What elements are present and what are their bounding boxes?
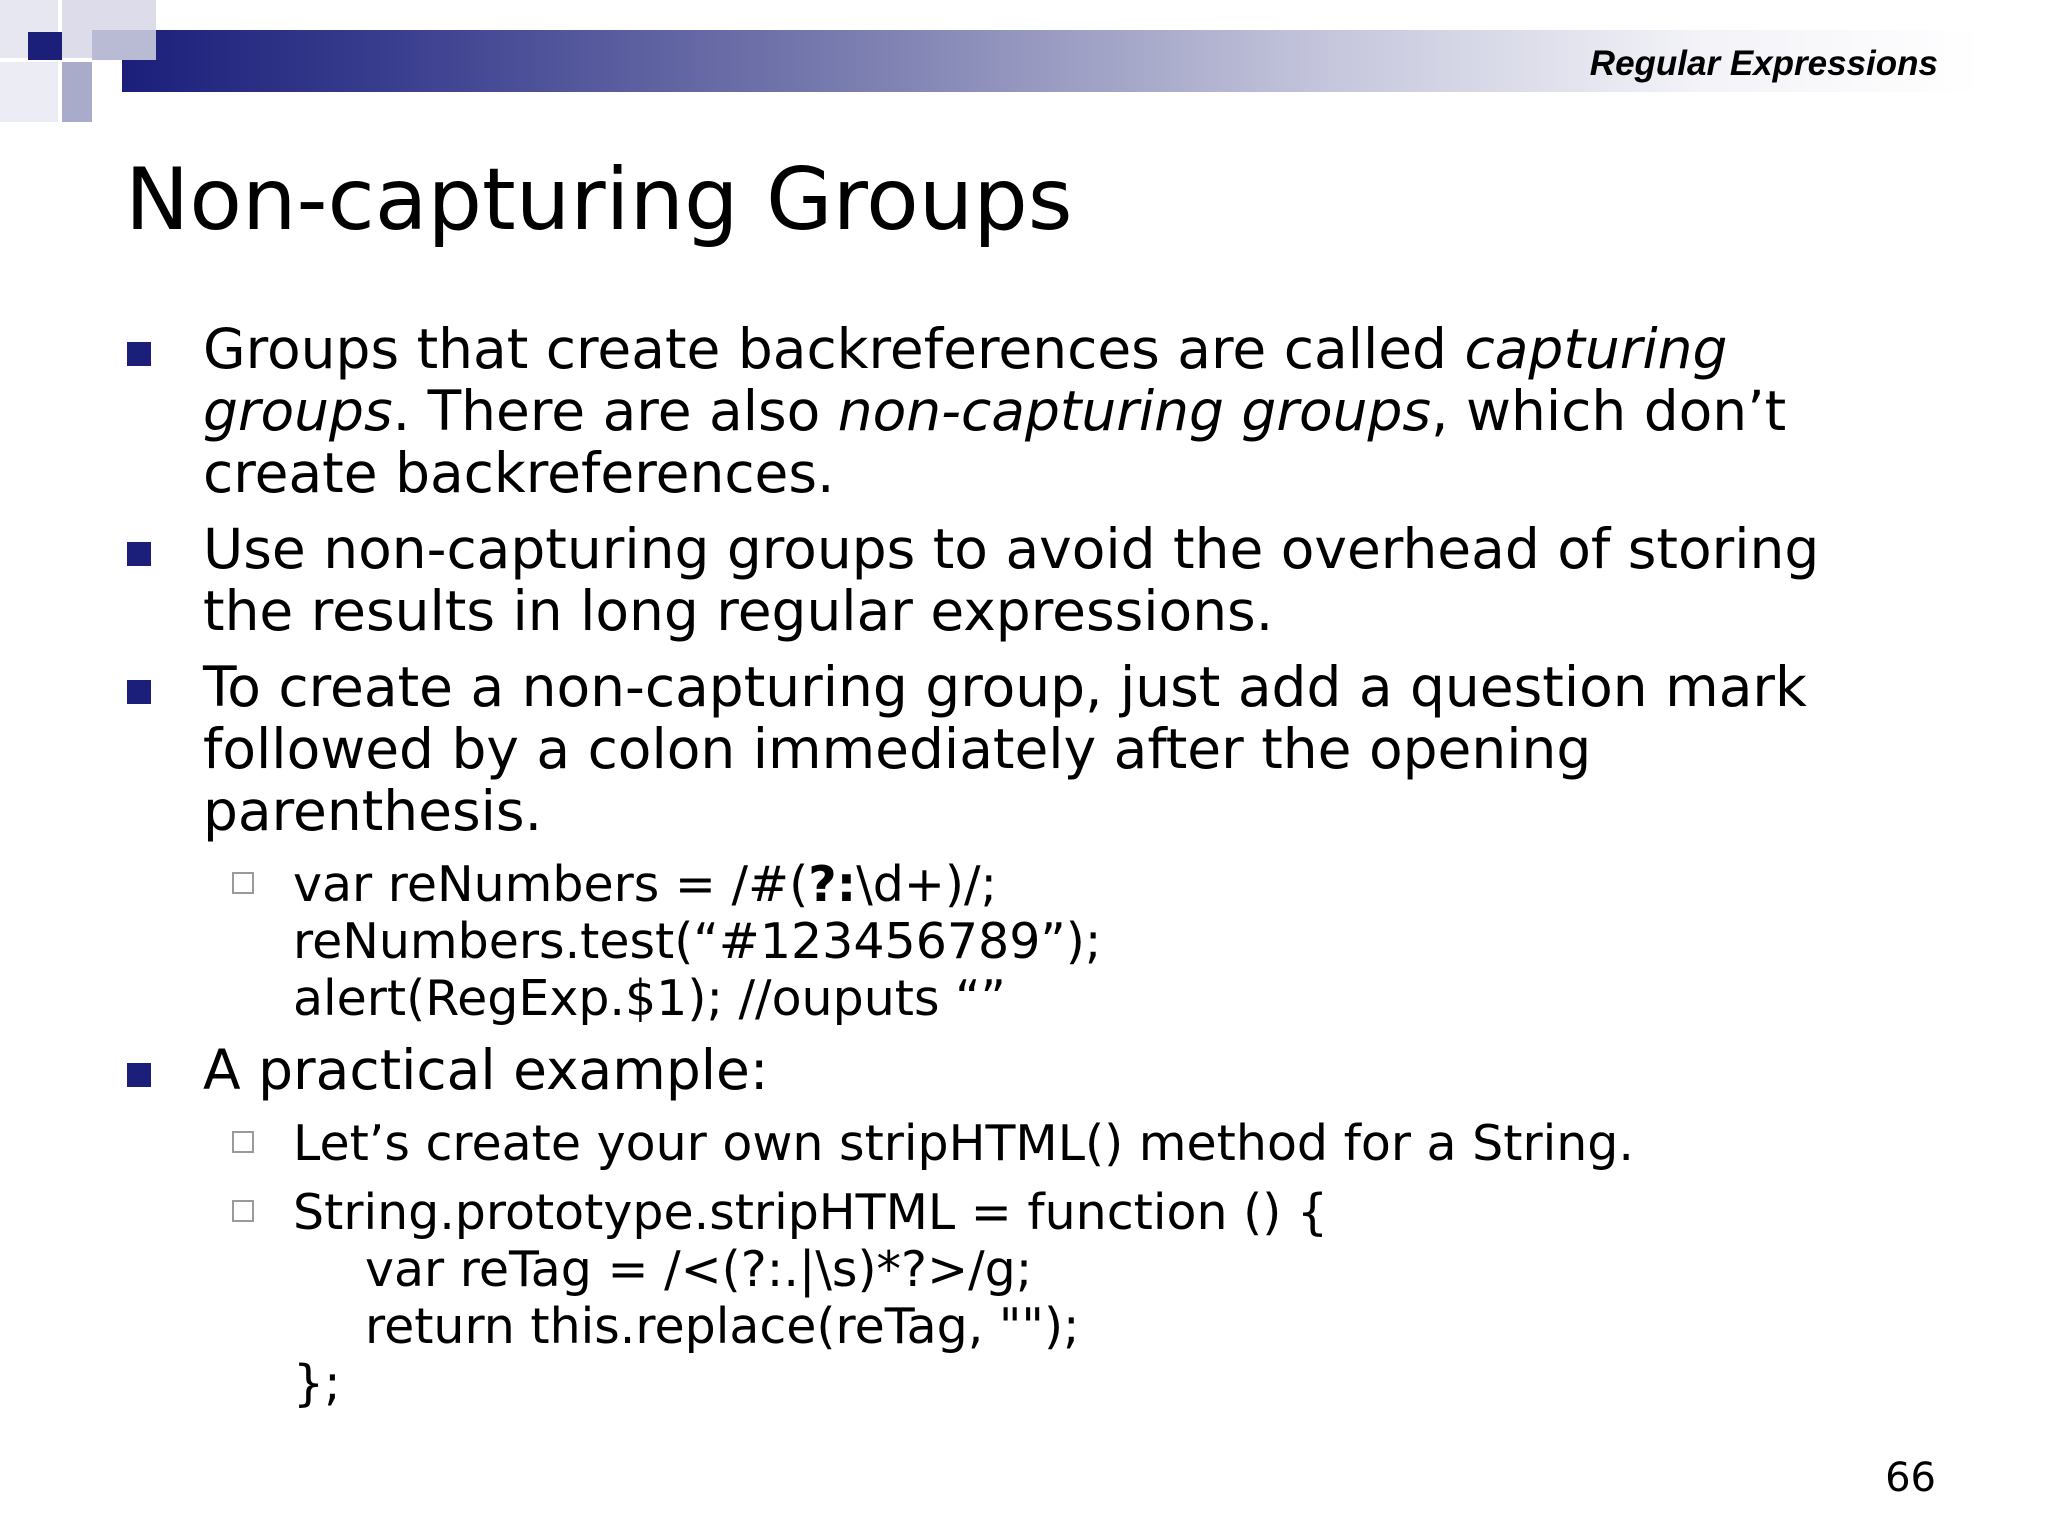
square-bullet-icon — [127, 680, 151, 704]
code-line: reNumbers.test(“#123456789”); — [293, 913, 1102, 970]
emphasis-text: groups — [203, 379, 393, 443]
bullet-item — [125, 318, 1925, 504]
code-line: return this.replace(reTag, ""); — [365, 1298, 1080, 1355]
decor-square — [0, 62, 58, 122]
text-line: A practical example: — [203, 1038, 769, 1102]
text-line — [203, 380, 1925, 442]
bullet-item — [125, 518, 1925, 642]
bold-code-text: ?: — [808, 856, 857, 913]
text-line: parenthesis. — [203, 779, 543, 843]
decor-square — [28, 32, 62, 60]
sub-bullet-item — [125, 856, 1925, 1027]
sub-bullet-item — [125, 1115, 1925, 1172]
decor-square — [92, 30, 156, 60]
header-label: Regular Expressions — [1589, 44, 1938, 83]
text-line: To create a non-capturing group, just add a question mark — [203, 655, 1807, 719]
code-text: \d+)/; — [856, 856, 998, 913]
hollow-square-bullet-icon — [232, 872, 254, 894]
text-line: create backreferences. — [203, 441, 835, 505]
text-line: followed by a colon immediately after the opening — [203, 717, 1592, 781]
code-text: var reNumbers = /#( — [293, 856, 809, 913]
bullet-item — [125, 1039, 1925, 1101]
code-line: }; — [293, 1355, 341, 1412]
hollow-square-bullet-icon — [232, 1200, 254, 1222]
slide-content — [125, 318, 1925, 1424]
square-bullet-icon — [127, 1063, 151, 1087]
text: . There are also — [392, 379, 838, 443]
emphasis-text: capturing — [1464, 317, 1728, 381]
code-line: alert(RegExp.$1); //ouputs “” — [293, 970, 1006, 1027]
sub-bullet-item — [125, 1184, 1925, 1412]
decor-square — [62, 62, 92, 122]
code-line — [293, 856, 1925, 913]
emphasis-text: non-capturing groups — [837, 379, 1432, 443]
text: Groups that create backreferences are called — [203, 317, 1465, 381]
text-line: Let’s create your own stripHTML() method for a String. — [293, 1115, 1634, 1172]
text: , which don’t — [1431, 379, 1787, 443]
text-line: Use non-capturing groups to avoid the overhead of storing — [203, 517, 1820, 581]
slide-title: Non-capturing Groups — [125, 150, 1073, 250]
hollow-square-bullet-icon — [232, 1131, 254, 1153]
square-bullet-icon — [127, 542, 151, 566]
code-line: var reTag = /<(?:.|\s)*?>/g; — [365, 1241, 1033, 1298]
bullet-item — [125, 656, 1925, 842]
code-line: String.prototype.stripHTML = function () { — [293, 1184, 1329, 1241]
square-bullet-icon — [127, 342, 151, 366]
text-line: the results in long regular expressions. — [203, 579, 1274, 643]
page-number: 66 — [1885, 1455, 1936, 1501]
text-line — [203, 318, 1925, 380]
